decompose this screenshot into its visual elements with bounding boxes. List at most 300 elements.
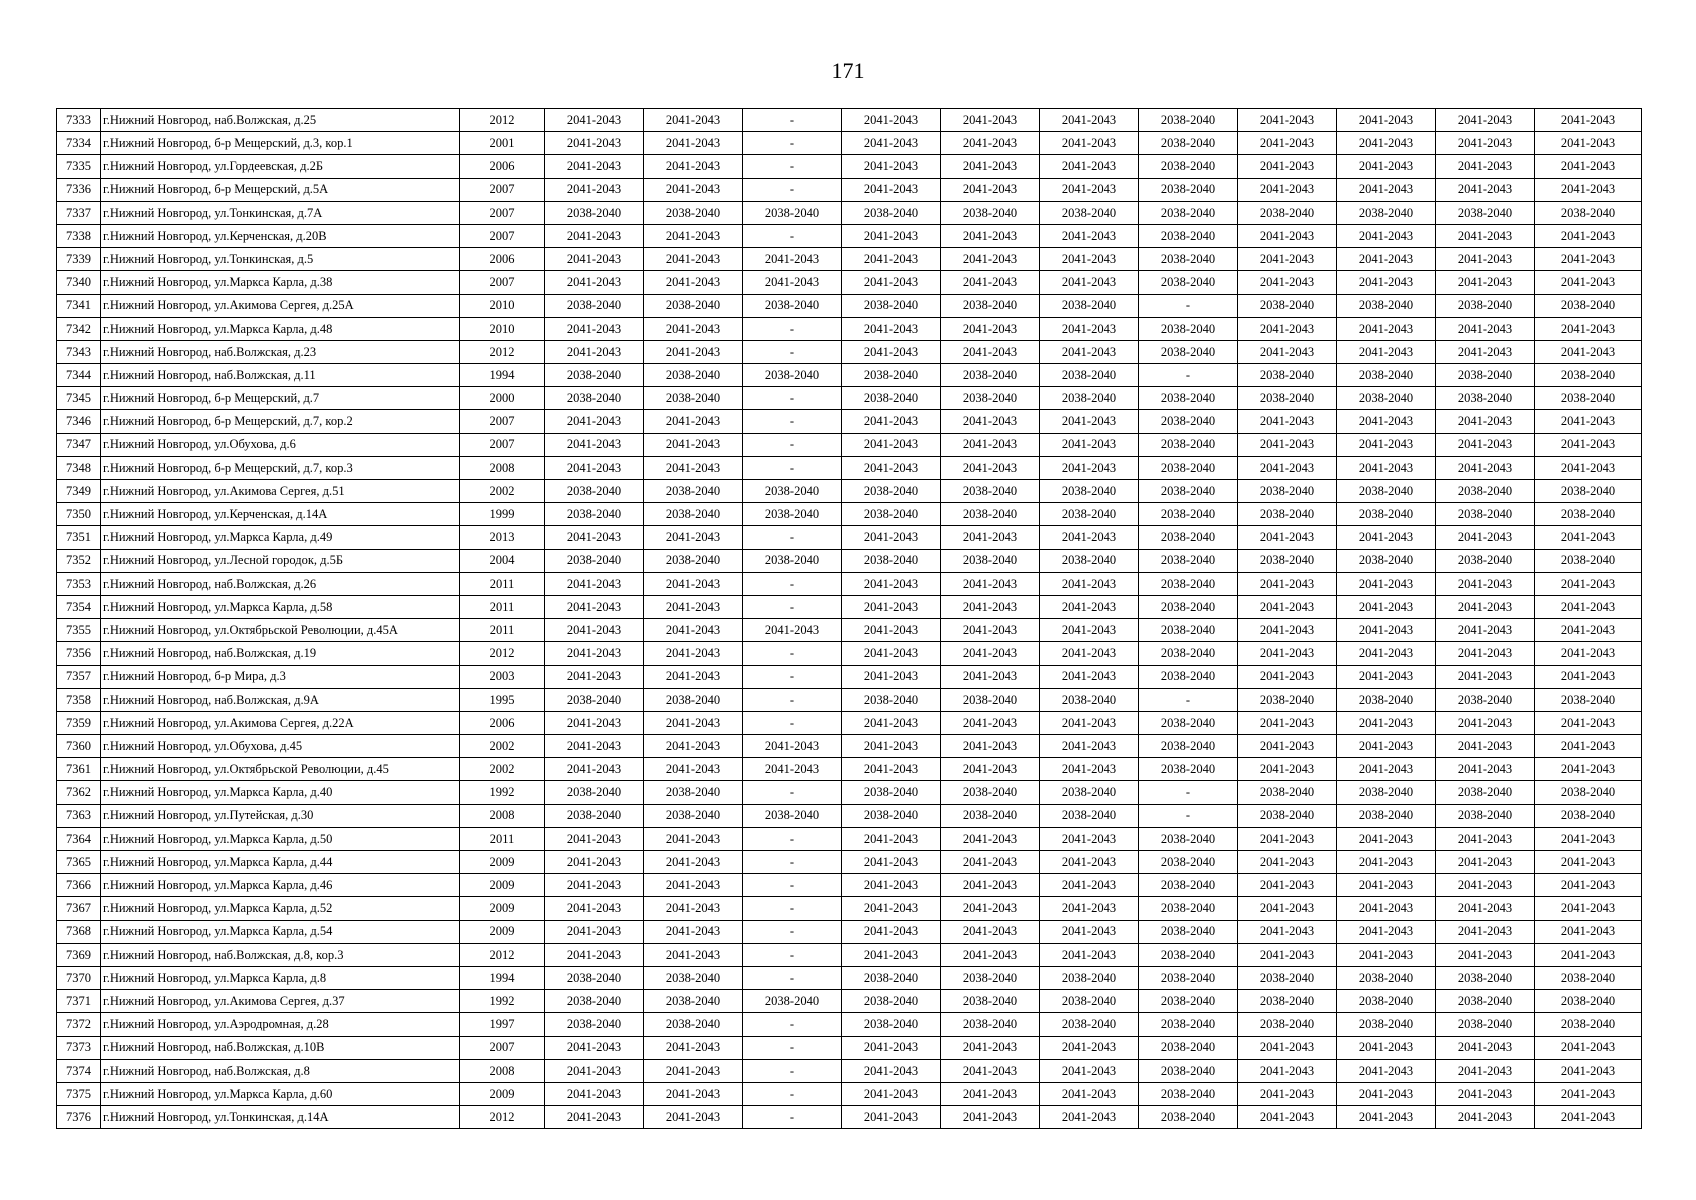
cell-year-built: 2007	[460, 271, 545, 294]
table-row	[57, 178, 1642, 201]
cell-period-6: 2041-2043	[1040, 943, 1139, 966]
cell-period-5: 2038-2040	[941, 688, 1040, 711]
cell-period-2: 2038-2040	[644, 364, 743, 387]
cell-period-10: 2038-2040	[1436, 781, 1535, 804]
cell-period-9: 2038-2040	[1337, 688, 1436, 711]
cell-period-5: 2041-2043	[941, 433, 1040, 456]
cell-row-number: 7353	[57, 572, 101, 595]
cell-period-1: 2041-2043	[545, 665, 644, 688]
cell-period-6: 2041-2043	[1040, 178, 1139, 201]
table-row	[57, 758, 1642, 781]
cell-period-11: 2041-2043	[1535, 340, 1642, 363]
cell-row-number: 7373	[57, 1036, 101, 1059]
cell-period-6: 2038-2040	[1040, 688, 1139, 711]
cell-period-3: -	[743, 410, 842, 433]
cell-year-built: 2007	[460, 433, 545, 456]
cell-period-11: 2041-2043	[1535, 248, 1642, 271]
cell-period-3: 2041-2043	[743, 735, 842, 758]
table-row	[57, 340, 1642, 363]
cell-period-9: 2041-2043	[1337, 224, 1436, 247]
table-row	[57, 364, 1642, 387]
cell-period-2: 2041-2043	[644, 526, 743, 549]
cell-year-built: 1994	[460, 966, 545, 989]
cell-period-6: 2041-2043	[1040, 711, 1139, 734]
cell-period-1: 2041-2043	[545, 851, 644, 874]
cell-period-10: 2038-2040	[1436, 549, 1535, 572]
cell-period-8: 2041-2043	[1238, 642, 1337, 665]
cell-year-built: 2007	[460, 224, 545, 247]
cell-period-6: 2038-2040	[1040, 503, 1139, 526]
cell-period-9: 2038-2040	[1337, 1013, 1436, 1036]
cell-year-built: 2012	[460, 1106, 545, 1129]
cell-period-3: -	[743, 688, 842, 711]
cell-period-11: 2041-2043	[1535, 456, 1642, 479]
table-row	[57, 1036, 1642, 1059]
cell-period-2: 2041-2043	[644, 132, 743, 155]
cell-period-10: 2041-2043	[1436, 224, 1535, 247]
cell-period-6: 2041-2043	[1040, 897, 1139, 920]
cell-period-1: 2041-2043	[545, 595, 644, 618]
cell-period-3: -	[743, 433, 842, 456]
cell-period-7: 2038-2040	[1139, 642, 1238, 665]
cell-period-7: 2038-2040	[1139, 155, 1238, 178]
cell-address: г.Нижний Новгород, наб.Волжская, д.8, кор.3	[101, 943, 460, 966]
cell-period-8: 2038-2040	[1238, 804, 1337, 827]
cell-period-10: 2041-2043	[1436, 410, 1535, 433]
cell-period-5: 2038-2040	[941, 364, 1040, 387]
cell-period-10: 2038-2040	[1436, 1013, 1535, 1036]
cell-period-4: 2041-2043	[842, 155, 941, 178]
cell-year-built: 2010	[460, 317, 545, 340]
cell-period-9: 2038-2040	[1337, 387, 1436, 410]
cell-period-6: 2041-2043	[1040, 340, 1139, 363]
cell-period-9: 2041-2043	[1337, 735, 1436, 758]
cell-period-5: 2038-2040	[941, 480, 1040, 503]
cell-period-4: 2041-2043	[842, 874, 941, 897]
cell-period-1: 2038-2040	[545, 990, 644, 1013]
table-row	[57, 1082, 1642, 1105]
cell-period-4: 2041-2043	[842, 410, 941, 433]
cell-period-4: 2041-2043	[842, 1059, 941, 1082]
cell-period-11: 2038-2040	[1535, 804, 1642, 827]
cell-period-6: 2041-2043	[1040, 155, 1139, 178]
cell-period-6: 2041-2043	[1040, 595, 1139, 618]
cell-period-11: 2038-2040	[1535, 1013, 1642, 1036]
cell-period-3: -	[743, 1082, 842, 1105]
cell-period-6: 2041-2043	[1040, 248, 1139, 271]
cell-period-8: 2041-2043	[1238, 271, 1337, 294]
cell-period-8: 2041-2043	[1238, 155, 1337, 178]
cell-address: г.Нижний Новгород, ул.Керченская, д.14А	[101, 503, 460, 526]
cell-row-number: 7371	[57, 990, 101, 1013]
table-row	[57, 781, 1642, 804]
cell-period-10: 2041-2043	[1436, 1082, 1535, 1105]
cell-period-8: 2041-2043	[1238, 874, 1337, 897]
cell-address: г.Нижний Новгород, б-р Мещерский, д.7, кор.2	[101, 410, 460, 433]
cell-address: г.Нижний Новгород, наб.Волжская, д.26	[101, 572, 460, 595]
cell-period-8: 2038-2040	[1238, 364, 1337, 387]
cell-address: г.Нижний Новгород, ул.Октябрьской Революции, д.45А	[101, 619, 460, 642]
cell-period-5: 2041-2043	[941, 758, 1040, 781]
cell-period-3: -	[743, 572, 842, 595]
cell-period-2: 2041-2043	[644, 897, 743, 920]
cell-period-3: -	[743, 456, 842, 479]
cell-period-7: 2038-2040	[1139, 549, 1238, 572]
cell-period-7: -	[1139, 364, 1238, 387]
cell-period-10: 2041-2043	[1436, 132, 1535, 155]
cell-row-number: 7339	[57, 248, 101, 271]
cell-period-10: 2041-2043	[1436, 317, 1535, 340]
cell-period-5: 2041-2043	[941, 874, 1040, 897]
cell-period-8: 2041-2043	[1238, 1106, 1337, 1129]
cell-year-built: 2011	[460, 595, 545, 618]
cell-period-9: 2041-2043	[1337, 1059, 1436, 1082]
cell-period-11: 2038-2040	[1535, 688, 1642, 711]
table-body	[57, 109, 1642, 1129]
table-row	[57, 109, 1642, 132]
cell-address: г.Нижний Новгород, ул.Акимова Сергея, д.37	[101, 990, 460, 1013]
cell-period-6: 2041-2043	[1040, 920, 1139, 943]
cell-period-2: 2041-2043	[644, 1059, 743, 1082]
cell-period-3: 2038-2040	[743, 294, 842, 317]
cell-period-8: 2041-2043	[1238, 735, 1337, 758]
cell-period-3: -	[743, 109, 842, 132]
cell-period-9: 2041-2043	[1337, 711, 1436, 734]
cell-period-10: 2041-2043	[1436, 758, 1535, 781]
table-row	[57, 294, 1642, 317]
cell-period-5: 2041-2043	[941, 665, 1040, 688]
cell-period-6: 2041-2043	[1040, 758, 1139, 781]
cell-period-8: 2038-2040	[1238, 201, 1337, 224]
cell-period-2: 2038-2040	[644, 503, 743, 526]
cell-period-9: 2041-2043	[1337, 619, 1436, 642]
table-row	[57, 248, 1642, 271]
cell-period-8: 2041-2043	[1238, 827, 1337, 850]
cell-period-1: 2038-2040	[545, 966, 644, 989]
cell-period-10: 2041-2043	[1436, 711, 1535, 734]
cell-row-number: 7355	[57, 619, 101, 642]
cell-period-11: 2041-2043	[1535, 758, 1642, 781]
cell-period-2: 2041-2043	[644, 1082, 743, 1105]
cell-period-5: 2038-2040	[941, 781, 1040, 804]
cell-period-6: 2041-2043	[1040, 642, 1139, 665]
cell-period-3: 2038-2040	[743, 549, 842, 572]
cell-address: г.Нижний Новгород, ул.Маркса Карла, д.60	[101, 1082, 460, 1105]
cell-period-9: 2041-2043	[1337, 109, 1436, 132]
cell-year-built: 1994	[460, 364, 545, 387]
cell-period-9: 2038-2040	[1337, 364, 1436, 387]
cell-period-10: 2041-2043	[1436, 851, 1535, 874]
cell-period-9: 2041-2043	[1337, 132, 1436, 155]
cell-period-8: 2038-2040	[1238, 549, 1337, 572]
cell-period-7: 2038-2040	[1139, 503, 1238, 526]
cell-address: г.Нижний Новгород, ул.Акимова Сергея, д.51	[101, 480, 460, 503]
cell-address: г.Нижний Новгород, ул.Лесной городок, д.5Б	[101, 549, 460, 572]
cell-period-1: 2041-2043	[545, 271, 644, 294]
cell-period-1: 2041-2043	[545, 758, 644, 781]
cell-period-11: 2041-2043	[1535, 920, 1642, 943]
cell-period-11: 2041-2043	[1535, 642, 1642, 665]
cell-period-1: 2041-2043	[545, 1059, 644, 1082]
cell-period-11: 2041-2043	[1535, 572, 1642, 595]
cell-period-9: 2041-2043	[1337, 758, 1436, 781]
cell-period-3: 2038-2040	[743, 201, 842, 224]
cell-address: г.Нижний Новгород, ул.Маркса Карла, д.8	[101, 966, 460, 989]
cell-period-8: 2041-2043	[1238, 410, 1337, 433]
cell-period-5: 2038-2040	[941, 387, 1040, 410]
cell-row-number: 7340	[57, 271, 101, 294]
cell-period-5: 2041-2043	[941, 178, 1040, 201]
cell-year-built: 2012	[460, 109, 545, 132]
cell-year-built: 2008	[460, 1059, 545, 1082]
page-number: 171	[831, 58, 865, 83]
cell-period-7: 2038-2040	[1139, 943, 1238, 966]
cell-period-9: 2041-2043	[1337, 271, 1436, 294]
cell-period-10: 2041-2043	[1436, 920, 1535, 943]
cell-period-6: 2041-2043	[1040, 456, 1139, 479]
cell-period-9: 2038-2040	[1337, 201, 1436, 224]
table-row	[57, 549, 1642, 572]
cell-period-7: 2038-2040	[1139, 966, 1238, 989]
cell-period-9: 2041-2043	[1337, 920, 1436, 943]
cell-year-built: 2004	[460, 549, 545, 572]
cell-address: г.Нижний Новгород, ул.Тонкинская, д.14А	[101, 1106, 460, 1129]
cell-row-number: 7334	[57, 132, 101, 155]
cell-period-6: 2041-2043	[1040, 224, 1139, 247]
cell-period-6: 2041-2043	[1040, 851, 1139, 874]
cell-year-built: 1992	[460, 781, 545, 804]
cell-year-built: 2002	[460, 480, 545, 503]
cell-period-8: 2041-2043	[1238, 758, 1337, 781]
cell-year-built: 2007	[460, 1036, 545, 1059]
cell-period-4: 2038-2040	[842, 1013, 941, 1036]
table-row	[57, 665, 1642, 688]
cell-period-1: 2038-2040	[545, 480, 644, 503]
table-row	[57, 966, 1642, 989]
cell-period-6: 2041-2043	[1040, 735, 1139, 758]
cell-period-8: 2038-2040	[1238, 294, 1337, 317]
cell-period-5: 2041-2043	[941, 526, 1040, 549]
cell-address: г.Нижний Новгород, б-р Мещерский, д.7	[101, 387, 460, 410]
cell-row-number: 7346	[57, 410, 101, 433]
cell-period-7: -	[1139, 688, 1238, 711]
cell-period-9: 2038-2040	[1337, 503, 1436, 526]
cell-period-6: 2038-2040	[1040, 294, 1139, 317]
cell-period-10: 2038-2040	[1436, 294, 1535, 317]
cell-period-2: 2041-2043	[644, 433, 743, 456]
cell-year-built: 2013	[460, 526, 545, 549]
cell-period-1: 2041-2043	[545, 317, 644, 340]
table-row	[57, 874, 1642, 897]
cell-period-10: 2041-2043	[1436, 456, 1535, 479]
cell-period-3: -	[743, 1036, 842, 1059]
cell-period-11: 2041-2043	[1535, 897, 1642, 920]
cell-period-4: 2038-2040	[842, 201, 941, 224]
cell-period-4: 2041-2043	[842, 735, 941, 758]
cell-address: г.Нижний Новгород, ул.Маркса Карла, д.48	[101, 317, 460, 340]
cell-period-10: 2041-2043	[1436, 1059, 1535, 1082]
cell-period-6: 2038-2040	[1040, 990, 1139, 1013]
cell-period-1: 2038-2040	[545, 549, 644, 572]
cell-period-10: 2041-2043	[1436, 248, 1535, 271]
cell-period-3: -	[743, 642, 842, 665]
cell-period-8: 2041-2043	[1238, 665, 1337, 688]
cell-row-number: 7363	[57, 804, 101, 827]
cell-period-2: 2038-2040	[644, 990, 743, 1013]
table-row	[57, 317, 1642, 340]
cell-row-number: 7367	[57, 897, 101, 920]
cell-year-built: 2011	[460, 619, 545, 642]
cell-period-7: 2038-2040	[1139, 456, 1238, 479]
table-row	[57, 1106, 1642, 1129]
cell-period-3: -	[743, 966, 842, 989]
cell-period-4: 2041-2043	[842, 1082, 941, 1105]
cell-period-7: 2038-2040	[1139, 178, 1238, 201]
cell-period-1: 2041-2043	[545, 224, 644, 247]
cell-period-10: 2038-2040	[1436, 387, 1535, 410]
cell-period-3: -	[743, 1106, 842, 1129]
cell-period-5: 2041-2043	[941, 943, 1040, 966]
cell-period-6: 2038-2040	[1040, 781, 1139, 804]
cell-period-4: 2041-2043	[842, 456, 941, 479]
cell-period-4: 2038-2040	[842, 966, 941, 989]
cell-period-3: -	[743, 317, 842, 340]
cell-row-number: 7364	[57, 827, 101, 850]
cell-period-1: 2041-2043	[545, 1036, 644, 1059]
cell-period-3: -	[743, 851, 842, 874]
cell-year-built: 2002	[460, 735, 545, 758]
cell-year-built: 2012	[460, 642, 545, 665]
cell-year-built: 1999	[460, 503, 545, 526]
cell-period-10: 2041-2043	[1436, 572, 1535, 595]
cell-period-9: 2041-2043	[1337, 248, 1436, 271]
cell-period-4: 2041-2043	[842, 943, 941, 966]
cell-period-2: 2038-2040	[644, 549, 743, 572]
cell-period-4: 2038-2040	[842, 364, 941, 387]
cell-period-4: 2041-2043	[842, 271, 941, 294]
cell-period-7: 2038-2040	[1139, 619, 1238, 642]
cell-period-3: -	[743, 711, 842, 734]
cell-year-built: 2007	[460, 178, 545, 201]
cell-period-11: 2038-2040	[1535, 480, 1642, 503]
cell-period-4: 2041-2043	[842, 851, 941, 874]
cell-period-9: 2041-2043	[1337, 410, 1436, 433]
table-row	[57, 827, 1642, 850]
cell-period-6: 2041-2043	[1040, 526, 1139, 549]
cell-period-3: 2038-2040	[743, 503, 842, 526]
cell-period-8: 2041-2043	[1238, 711, 1337, 734]
cell-period-10: 2038-2040	[1436, 966, 1535, 989]
cell-period-10: 2041-2043	[1436, 943, 1535, 966]
cell-address: г.Нижний Новгород, ул.Обухова, д.6	[101, 433, 460, 456]
cell-address: г.Нижний Новгород, ул.Аэродромная, д.28	[101, 1013, 460, 1036]
cell-period-3: 2038-2040	[743, 480, 842, 503]
cell-period-2: 2038-2040	[644, 294, 743, 317]
cell-period-7: 2038-2040	[1139, 595, 1238, 618]
cell-period-1: 2041-2043	[545, 827, 644, 850]
cell-row-number: 7362	[57, 781, 101, 804]
cell-year-built: 2006	[460, 248, 545, 271]
cell-period-6: 2038-2040	[1040, 201, 1139, 224]
cell-period-7: 2038-2040	[1139, 201, 1238, 224]
cell-period-5: 2041-2043	[941, 155, 1040, 178]
table-row	[57, 990, 1642, 1013]
cell-period-1: 2041-2043	[545, 433, 644, 456]
cell-period-8: 2041-2043	[1238, 109, 1337, 132]
cell-year-built: 1995	[460, 688, 545, 711]
cell-period-11: 2041-2043	[1535, 735, 1642, 758]
table-row	[57, 711, 1642, 734]
cell-period-6: 2038-2040	[1040, 804, 1139, 827]
cell-period-1: 2041-2043	[545, 874, 644, 897]
cell-period-6: 2041-2043	[1040, 665, 1139, 688]
cell-row-number: 7366	[57, 874, 101, 897]
cell-period-8: 2038-2040	[1238, 387, 1337, 410]
cell-period-7: -	[1139, 781, 1238, 804]
cell-period-11: 2041-2043	[1535, 943, 1642, 966]
table-row	[57, 433, 1642, 456]
cell-year-built: 2009	[460, 874, 545, 897]
cell-period-10: 2038-2040	[1436, 990, 1535, 1013]
cell-period-4: 2038-2040	[842, 688, 941, 711]
cell-year-built: 2012	[460, 943, 545, 966]
cell-period-8: 2038-2040	[1238, 503, 1337, 526]
cell-period-2: 2041-2043	[644, 1106, 743, 1129]
cell-period-2: 2038-2040	[644, 781, 743, 804]
cell-period-7: 2038-2040	[1139, 433, 1238, 456]
cell-period-4: 2041-2043	[842, 248, 941, 271]
cell-period-9: 2041-2043	[1337, 897, 1436, 920]
cell-period-7: 2038-2040	[1139, 526, 1238, 549]
cell-period-9: 2041-2043	[1337, 340, 1436, 363]
cell-year-built: 2012	[460, 340, 545, 363]
cell-period-4: 2038-2040	[842, 804, 941, 827]
cell-address: г.Нижний Новгород, ул.Маркса Карла, д.46	[101, 874, 460, 897]
cell-period-9: 2041-2043	[1337, 851, 1436, 874]
cell-period-3: -	[743, 943, 842, 966]
cell-year-built: 2009	[460, 851, 545, 874]
cell-period-5: 2038-2040	[941, 549, 1040, 572]
cell-period-10: 2038-2040	[1436, 503, 1535, 526]
cell-row-number: 7359	[57, 711, 101, 734]
cell-period-9: 2041-2043	[1337, 1106, 1436, 1129]
cell-period-4: 2041-2043	[842, 827, 941, 850]
cell-period-4: 2041-2043	[842, 526, 941, 549]
cell-period-1: 2038-2040	[545, 387, 644, 410]
cell-period-8: 2041-2043	[1238, 456, 1337, 479]
cell-period-11: 2041-2043	[1535, 1036, 1642, 1059]
cell-period-9: 2041-2043	[1337, 317, 1436, 340]
cell-period-11: 2041-2043	[1535, 874, 1642, 897]
cell-period-10: 2041-2043	[1436, 1106, 1535, 1129]
cell-year-built: 2009	[460, 1082, 545, 1105]
cell-row-number: 7350	[57, 503, 101, 526]
cell-period-3: 2041-2043	[743, 271, 842, 294]
cell-period-5: 2041-2043	[941, 132, 1040, 155]
cell-year-built: 2006	[460, 155, 545, 178]
cell-period-11: 2041-2043	[1535, 1059, 1642, 1082]
cell-period-2: 2038-2040	[644, 201, 743, 224]
table-row	[57, 920, 1642, 943]
cell-period-4: 2041-2043	[842, 1036, 941, 1059]
cell-period-4: 2041-2043	[842, 178, 941, 201]
cell-period-10: 2041-2043	[1436, 526, 1535, 549]
cell-period-5: 2041-2043	[941, 1082, 1040, 1105]
cell-period-6: 2041-2043	[1040, 1036, 1139, 1059]
table-row	[57, 132, 1642, 155]
cell-year-built: 2010	[460, 294, 545, 317]
cell-period-9: 2038-2040	[1337, 966, 1436, 989]
